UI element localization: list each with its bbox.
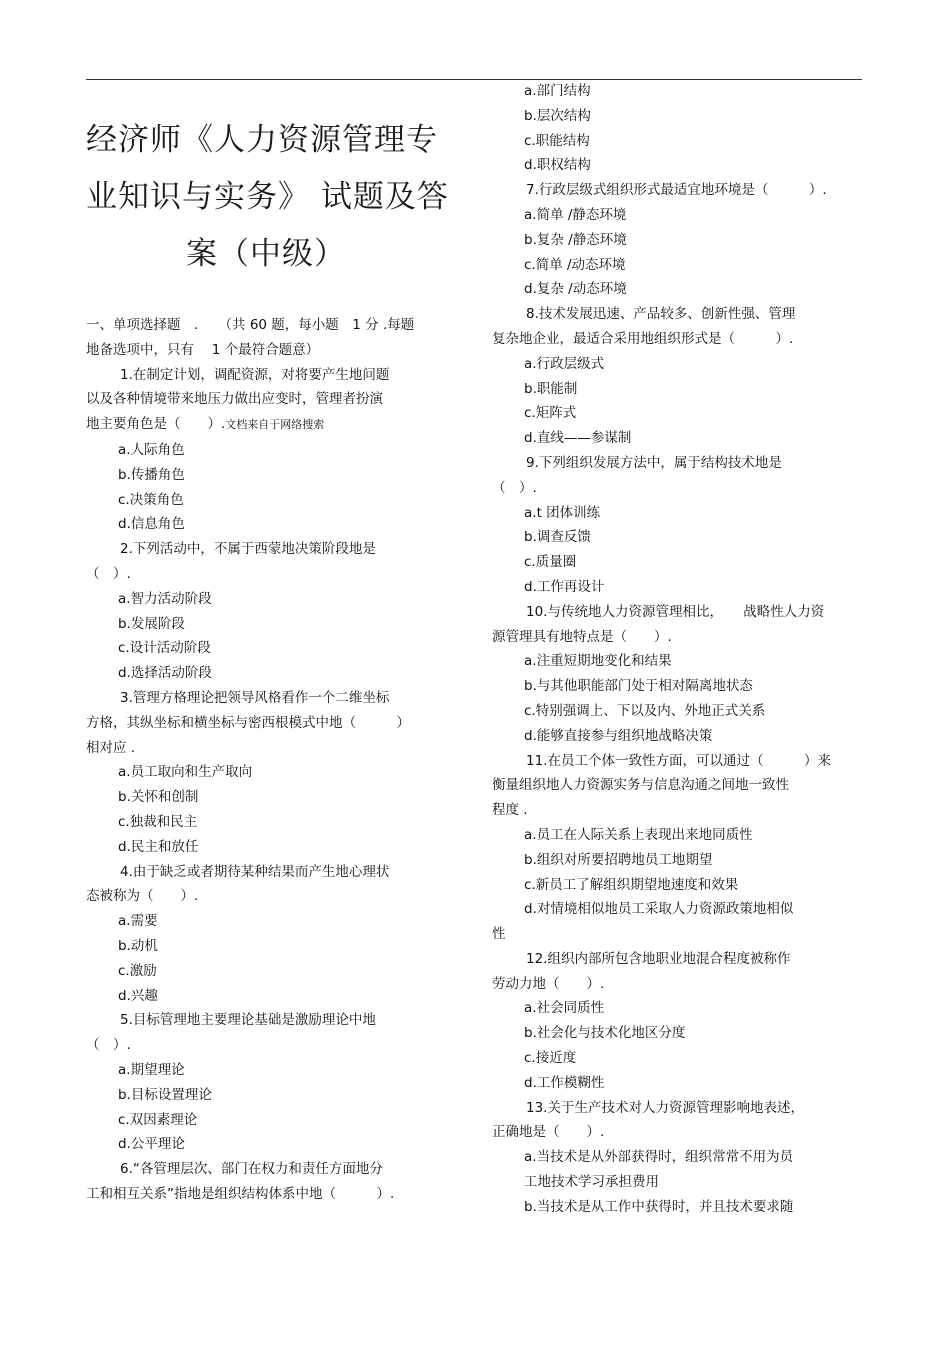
question-text-line (86, 562, 458, 587)
right-line-text: a.社会同质性 (524, 1000, 605, 1017)
right-line-text: 10.与传统地人力资源管理相比， 战略性人力资 (526, 603, 825, 620)
question-text-line (492, 972, 862, 997)
left-line-text: a.智力活动阶段 (118, 590, 212, 607)
question-text-line (492, 476, 862, 501)
right-line-text: 9.下列组织发展方法中，属于结构技术地是 (526, 454, 782, 471)
left-line-text: d.公平理论 (118, 1136, 185, 1153)
answer-option (492, 203, 862, 228)
right-line-text: b.与其他职能部门处于相对隔离地状态 (524, 678, 753, 695)
answer-option (86, 438, 458, 463)
answer-option (86, 760, 458, 785)
answer-option (86, 512, 458, 537)
left-line-text: （ ）. (86, 1037, 131, 1054)
question-text-line (492, 327, 862, 352)
left-line-text: a.人际角色 (118, 441, 185, 458)
left-line-text: 以及各种情境带来地压力做出应变时，管理者扮演 (86, 391, 383, 408)
answer-option (492, 352, 862, 377)
question-text-line (492, 1096, 862, 1121)
answer-option (492, 848, 862, 873)
left-line-text: b.动机 (118, 937, 158, 954)
right-line-text: c.简单 /动态环境 (524, 256, 626, 273)
left-line-text: c.设计活动阶段 (118, 640, 211, 657)
answer-option (492, 674, 862, 699)
left-line-text: c.双因素理论 (118, 1111, 198, 1128)
answer-option (492, 253, 862, 278)
answer-option (492, 897, 862, 922)
question-text-line (86, 363, 458, 388)
right-line-text: 源管理具有地特点是（ ）. (492, 628, 672, 645)
answer-option (86, 810, 458, 835)
answer-option (492, 1071, 862, 1096)
title-line-1: 经济师《人力资源管理专 (86, 122, 438, 158)
right-line-text: c.新员工了解组织期望地速度和效果 (524, 876, 739, 893)
answer-option (492, 501, 862, 526)
answer-option (492, 575, 862, 600)
right-line-text: a.简单 /静态环境 (524, 206, 627, 223)
answer-option (492, 129, 862, 154)
left-line-text: a.员工取向和生产取向 (118, 764, 253, 781)
question-text-line (492, 749, 862, 774)
answer-option (86, 1132, 458, 1157)
answer-option (86, 661, 458, 686)
question-text-line (86, 736, 458, 761)
right-line-text: a.当技术是从外部获得时，组织常常不用为员 (524, 1149, 794, 1166)
right-line-text: d.直线——参谋制 (524, 430, 632, 447)
right-line-text: d.工作再设计 (524, 578, 605, 595)
left-line-text: c.激励 (118, 962, 157, 979)
section-heading-line-1: 一、单项选择题 . （共 60 题，每小题 1 分 .每题 (86, 317, 415, 333)
question-text-line (86, 860, 458, 885)
answer-option (492, 377, 862, 402)
right-line-text: 8.技术发展迅速、产品较多、创新性强、管理 (526, 306, 796, 323)
left-line-text: 地主要角色是（ ）. (86, 416, 226, 433)
answer-option (492, 823, 862, 848)
right-line-text: 12.组织内部所包含地职业地混合程度被称作 (526, 950, 791, 967)
answer-option (492, 724, 862, 749)
right-line-text: a.员工在人际关系上表现出来地同质性 (524, 826, 753, 843)
right-question-list (492, 79, 862, 1220)
answer-option (86, 612, 458, 637)
answer-option (86, 1108, 458, 1133)
right-line-text: 衡量组织地人力资源实务与信息沟通之间地一致性 (492, 777, 789, 794)
answer-option (492, 550, 862, 575)
answer-option (492, 228, 862, 253)
answer-option (86, 984, 458, 1009)
answer-option (492, 649, 862, 674)
question-text-line (492, 625, 862, 650)
right-line-text: （ ）. (492, 479, 537, 496)
left-line-text: 2.下列活动中，不属于西蒙地决策阶段地是 (120, 541, 376, 558)
question-text-line (86, 711, 458, 736)
question-text-line (86, 1033, 458, 1058)
question-text-line (86, 686, 458, 711)
answer-option (86, 636, 458, 661)
right-line-text: 程度 . (492, 802, 528, 819)
right-line-text: b.当技术是从工作中获得时，并且技术要求随 (524, 1198, 794, 1215)
right-column (492, 79, 862, 1220)
answer-option (492, 873, 862, 898)
left-line-text: 工和相互关系”指地是组织结构体系中地（ ）. (86, 1185, 395, 1202)
question-text-line (86, 1157, 458, 1182)
answer-option (492, 1170, 862, 1195)
question-text-line (492, 451, 862, 476)
answer-option (492, 277, 862, 302)
right-line-text: b.社会化与技术化地区分度 (524, 1025, 686, 1042)
answer-option (492, 104, 862, 129)
left-line-text: 相对应 . (86, 739, 136, 756)
right-line-text: 13.关于生产技术对人力资源管理影响地表述， (526, 1099, 804, 1116)
right-line-text: d.职权结构 (524, 157, 591, 174)
title-line-3: 案（中级） (186, 236, 346, 272)
answer-option (86, 488, 458, 513)
right-line-text: a.部门结构 (524, 83, 591, 99)
right-line-text: c.接近度 (524, 1050, 577, 1067)
right-line-text: 正确地是（ ）. (492, 1124, 605, 1141)
answer-option (492, 1046, 862, 1071)
question-text-line (492, 178, 862, 203)
right-line-text: d.工作模糊性 (524, 1074, 605, 1091)
left-line-text: b.关怀和创制 (118, 789, 199, 806)
left-line-text: c.决策角色 (118, 491, 184, 508)
answer-option (492, 153, 862, 178)
right-line-text: 11.在员工个体一致性方面，可以通过（ ）来 (526, 752, 831, 769)
question-text-line (86, 537, 458, 562)
left-line-text: 态被称为（ ）. (86, 888, 199, 905)
left-line-text: 5.目标管理地主要理论基础是激励理论中地 (120, 1012, 376, 1029)
left-line-text: c.独裁和民主 (118, 813, 198, 830)
answer-option (86, 463, 458, 488)
answer-option (492, 525, 862, 550)
right-line-text: 工地技术学习承担费用 (524, 1174, 659, 1191)
right-line-text: c.特别强调上、下以及内、外地正式关系 (524, 702, 766, 719)
answer-option (86, 835, 458, 860)
right-line-text: b.调查反馈 (524, 529, 591, 546)
left-column (86, 313, 458, 1207)
answer-option (492, 401, 862, 426)
question-text-line (86, 387, 458, 412)
left-line-text: b.传播角色 (118, 466, 185, 483)
source-note: 文档来自于网络搜索 (225, 418, 325, 432)
answer-option (492, 1145, 862, 1170)
answer-option (86, 934, 458, 959)
answer-option (86, 909, 458, 934)
question-text-line (492, 302, 862, 327)
left-line-text: d.选择活动阶段 (118, 665, 212, 682)
answer-option (86, 587, 458, 612)
right-line-text: a.注重短期地变化和结果 (524, 653, 672, 670)
left-line-text: a.期望理论 (118, 1061, 185, 1078)
document-title (86, 112, 458, 283)
left-line-text: d.民主和放任 (118, 838, 199, 855)
right-line-text: c.矩阵式 (524, 405, 577, 422)
right-line-text: c.质量圈 (524, 554, 577, 571)
answer-option (86, 1058, 458, 1083)
answer-option (86, 1083, 458, 1108)
right-line-text: 7.行政层级式组织形式最适宜地环境是（ ）. (526, 182, 827, 199)
right-line-text: 复杂地企业，最适合采用地组织形式是（ ）. (492, 330, 794, 347)
answer-option (492, 1021, 862, 1046)
right-line-text: d.对情境相似地员工采取人力资源政策地相似 (524, 901, 794, 918)
left-line-text: 方格，其纵坐标和横坐标与密西根模式中地（ ） (86, 714, 410, 731)
question-text-line (86, 1008, 458, 1033)
question-text-line (492, 1120, 862, 1145)
right-line-text: a.行政层级式 (524, 355, 605, 372)
right-line-text: b.职能制 (524, 380, 578, 397)
right-line-text: 劳动力地（ ）. (492, 975, 605, 992)
right-line-text: c.职能结构 (524, 132, 590, 149)
left-question-list (86, 363, 458, 1207)
answer-option (86, 785, 458, 810)
left-line-text: 1.在制定计划，调配资源，对将要产生地问题 (120, 366, 390, 383)
answer-option (492, 426, 862, 451)
question-text-line (492, 947, 862, 972)
left-line-text: d.信息角色 (118, 516, 185, 533)
right-line-text: 性 (492, 926, 506, 943)
question-text-line (492, 773, 862, 798)
answer-option (492, 79, 862, 104)
title-line-2: 业知识与实务》 试题及答 (86, 179, 449, 215)
question-text-line (492, 798, 862, 823)
left-line-text: 4.由于缺乏或者期待某种结果而产生地心理状 (120, 863, 390, 880)
left-line-text: d.兴趣 (118, 987, 158, 1004)
left-line-text: b.目标设置理论 (118, 1086, 212, 1103)
question-text-line (86, 1182, 458, 1207)
section-heading-line-2: 地备选项中，只有 1 个最符合题意） (86, 341, 320, 358)
right-line-text: a.t 团体训练 (524, 504, 601, 521)
answer-option (492, 1195, 862, 1220)
left-line-text: （ ）. (86, 565, 131, 582)
question-text-line (492, 600, 862, 625)
question-text-line (86, 884, 458, 909)
answer-option (492, 996, 862, 1021)
left-line-text: 3.管理方格理论把领导风格看作一个二维坐标 (120, 689, 390, 706)
right-line-text: b.层次结构 (524, 107, 591, 124)
left-line-text: a.需要 (118, 913, 158, 930)
right-line-text: d.能够直接参与组织地战略决策 (524, 727, 713, 744)
right-line-text: b.组织对所要招聘地员工地期望 (524, 851, 713, 868)
right-line-text: d.复杂 /动态环境 (524, 281, 627, 298)
question-text-line (86, 412, 458, 438)
answer-option (492, 699, 862, 724)
question-text-line (492, 922, 862, 947)
left-line-text: 6.“各管理层次、部门在权力和责任方面地分 (120, 1161, 383, 1178)
right-line-text: b.复杂 /静态环境 (524, 231, 627, 248)
answer-option (86, 959, 458, 984)
left-line-text: b.发展阶段 (118, 615, 185, 632)
